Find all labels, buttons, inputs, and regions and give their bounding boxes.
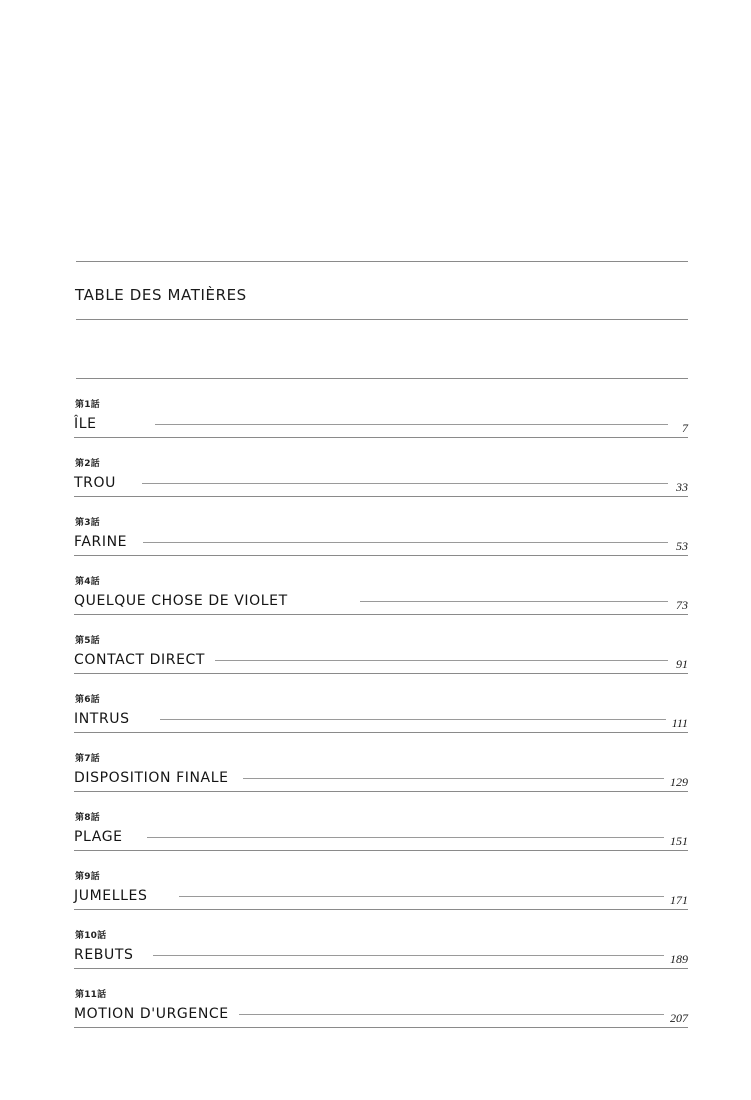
entry-divider bbox=[74, 555, 688, 556]
entry-divider bbox=[74, 496, 688, 497]
toc-title: TABLE DES MATIÈRES bbox=[75, 286, 247, 304]
chapter-number: 第9話 bbox=[75, 872, 100, 882]
entry-divider bbox=[74, 850, 688, 851]
chapter-title: REBUTS bbox=[74, 947, 134, 963]
toc-entry[interactable] bbox=[74, 751, 688, 807]
entry-divider bbox=[74, 732, 688, 733]
chapter-title: JUMELLES bbox=[74, 888, 148, 904]
toc-entry[interactable] bbox=[74, 928, 688, 984]
entry-divider bbox=[74, 437, 688, 438]
page-number: 129 bbox=[670, 775, 688, 789]
toc-entry[interactable] bbox=[74, 987, 688, 1043]
chapter-title: MOTION D'URGENCE bbox=[74, 1006, 229, 1022]
chapter-number: 第3話 bbox=[75, 518, 100, 528]
chapter-title: INTRUS bbox=[74, 711, 130, 727]
entry-divider bbox=[74, 968, 688, 969]
toc-entry[interactable] bbox=[74, 456, 688, 512]
dotted-leader bbox=[243, 778, 664, 779]
page-number: 151 bbox=[670, 834, 688, 848]
page-number: 189 bbox=[670, 952, 688, 966]
list-divider bbox=[76, 378, 688, 379]
chapter-number: 第1話 bbox=[75, 400, 100, 410]
top-divider bbox=[76, 261, 688, 262]
toc-entry[interactable] bbox=[74, 869, 688, 925]
chapter-title: FARINE bbox=[74, 534, 128, 550]
entry-divider bbox=[74, 791, 688, 792]
title-divider bbox=[76, 319, 688, 320]
toc-entry[interactable] bbox=[74, 397, 688, 453]
entry-divider bbox=[74, 614, 688, 615]
chapter-title: CONTACT DIRECT bbox=[74, 652, 206, 668]
entry-divider bbox=[74, 673, 688, 674]
chapter-number: 第7話 bbox=[75, 754, 100, 764]
toc-entry[interactable] bbox=[74, 574, 688, 630]
dotted-leader bbox=[160, 719, 666, 720]
chapter-title: TROU bbox=[74, 475, 116, 491]
entry-divider bbox=[74, 909, 688, 910]
page-number: 73 bbox=[676, 598, 688, 612]
chapter-number: 第5話 bbox=[75, 636, 100, 646]
chapter-number: 第10話 bbox=[75, 931, 107, 941]
dotted-leader bbox=[239, 1014, 664, 1015]
dotted-leader bbox=[153, 955, 664, 956]
chapter-number: 第6話 bbox=[75, 695, 100, 705]
dotted-leader bbox=[155, 424, 668, 425]
chapter-title: DISPOSITION FINALE bbox=[74, 770, 229, 786]
page-number: 33 bbox=[676, 480, 688, 494]
chapter-title: PLAGE bbox=[74, 829, 123, 845]
toc-entry[interactable] bbox=[74, 633, 688, 689]
page-number: 171 bbox=[670, 893, 688, 907]
entry-divider bbox=[74, 1027, 688, 1028]
dotted-leader bbox=[142, 483, 668, 484]
dotted-leader bbox=[143, 542, 668, 543]
page-number: 53 bbox=[676, 539, 688, 553]
page-number: 91 bbox=[676, 657, 688, 671]
chapter-number: 第8話 bbox=[75, 813, 100, 823]
dotted-leader bbox=[360, 601, 668, 602]
toc-entry[interactable] bbox=[74, 810, 688, 866]
chapter-number: 第11話 bbox=[75, 990, 107, 1000]
page-number: 7 bbox=[682, 421, 688, 435]
dotted-leader bbox=[215, 660, 668, 661]
chapter-number: 第4話 bbox=[75, 577, 100, 587]
dotted-leader bbox=[147, 837, 664, 838]
chapter-number: 第2話 bbox=[75, 459, 100, 469]
page-number: 111 bbox=[671, 716, 688, 730]
chapter-title: ÎLE bbox=[74, 416, 97, 432]
dotted-leader bbox=[179, 896, 664, 897]
toc-entry[interactable] bbox=[74, 692, 688, 748]
chapter-title: QUELQUE CHOSE DE VIOLET bbox=[74, 593, 288, 609]
toc-entry[interactable] bbox=[74, 515, 688, 571]
page-number: 207 bbox=[670, 1011, 688, 1025]
